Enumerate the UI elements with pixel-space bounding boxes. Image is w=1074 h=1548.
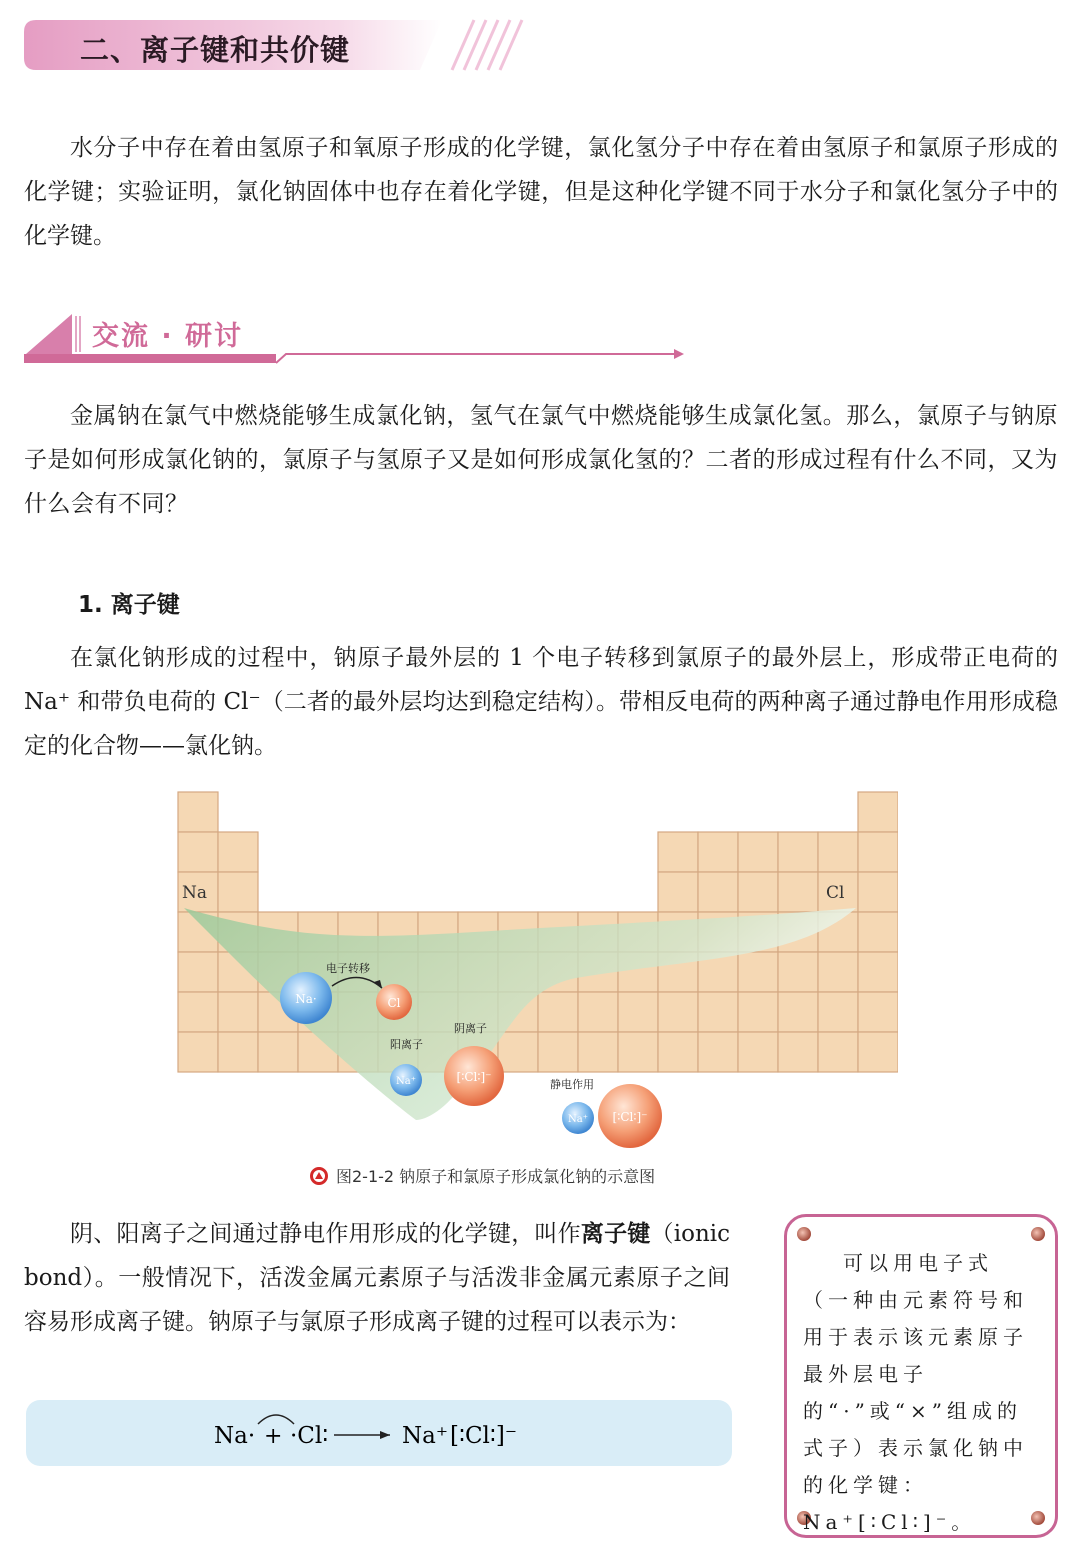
table-cell <box>858 792 898 832</box>
table-cell <box>218 872 258 912</box>
cl-atom-text: Cl <box>387 996 401 1010</box>
ionic-bond-paragraph-1: 在氯化钠形成的过程中，钠原子最外层的 1 个电子转移到氯原子的最外层上，形成带正电荷的 Na⁺ 和带负电荷的 Cl⁻（二者的最外层均达到稳定结构）。带相反电荷的两种离子通过静电作用形成稳定的化合物——氯化钠。 <box>24 645 1058 759</box>
label-na: Na <box>182 883 208 903</box>
section-title: 二、离子键和共价键 <box>80 33 351 67</box>
ionic-bond-paragraph-2 <box>24 1212 730 1344</box>
label-cation: 阳离子 <box>390 1038 423 1051</box>
table-cell <box>858 1032 898 1072</box>
eq-plus: + <box>264 1424 283 1449</box>
ionic-bond-term: 离子键 <box>580 1221 651 1247</box>
table-cell <box>818 952 858 992</box>
table-cell <box>738 1032 778 1072</box>
table-cell <box>258 1032 298 1072</box>
figure-caption <box>310 1164 655 1187</box>
table-cell <box>178 792 218 832</box>
table-cell <box>538 1032 578 1072</box>
na-ion-text: Na⁺ <box>396 1076 416 1087</box>
equation-band <box>26 1400 732 1466</box>
table-cell <box>658 1032 698 1072</box>
eq-cl-atom: ·Cl∶ <box>290 1423 329 1449</box>
compound-cl-text: [∶Cl∶]⁻ <box>612 1110 648 1124</box>
table-cell <box>698 872 738 912</box>
table-cell <box>618 1032 658 1072</box>
table-cell <box>218 1032 258 1072</box>
eq-cl-ion: [∶Cl∶]⁻ <box>450 1423 518 1449</box>
table-cell <box>778 992 818 1032</box>
table-cell <box>858 952 898 992</box>
table-cell <box>858 832 898 872</box>
table-cell <box>818 832 858 872</box>
eq-na-ion: Na⁺ <box>402 1423 448 1449</box>
discussion-title: 交流 · 研讨 <box>92 321 244 352</box>
table-cell <box>778 952 818 992</box>
na-atom-text: Na· <box>295 992 317 1006</box>
table-cell <box>618 992 658 1032</box>
side-note-text: 可以用电子式（一种由元素符号和用于表示该元素原子最外层电子的“·”或“×”组成的式子）表示氯化钠中的化学键：Na⁺[∶Cl∶]⁻。 <box>803 1251 1028 1534</box>
figure-nacl-formation <box>176 790 898 1160</box>
intro-paragraph: 水分子中存在着由氢原子和氧原子形成的化学键，氯化氢分子中存在着由氢原子和氯原子形成的化学键；实验证明，氯化钠固体中也存在着化学键，但是这种化学键不同于水分子和氯化氢分子中的化学键。 <box>24 135 1058 249</box>
table-cell <box>498 1032 538 1072</box>
table-cell <box>858 912 898 952</box>
table-cell <box>738 872 778 912</box>
compound-na-text: Na⁺ <box>568 1114 588 1125</box>
table-cell <box>858 992 898 1032</box>
table-cell <box>778 1032 818 1072</box>
table-cell <box>698 992 738 1032</box>
cl-ion-text: [∶Cl∶]⁻ <box>456 1070 492 1084</box>
table-cell <box>578 1032 618 1072</box>
equation-svg <box>26 1400 732 1466</box>
table-cell <box>218 992 258 1032</box>
eq-electron-arrow <box>258 1415 294 1424</box>
table-cell <box>658 832 698 872</box>
table-cell <box>218 832 258 872</box>
periodic-table-diagram <box>176 790 898 1160</box>
figure-caption-text: 图2-1-2 钠原子和氯原子形成氯化钠的示意图 <box>336 1167 656 1186</box>
table-cell <box>698 832 738 872</box>
table-cell <box>778 872 818 912</box>
caption-icon <box>310 1167 328 1185</box>
label-electrostatic: 静电作用 <box>550 1078 594 1091</box>
ionic-bond-heading: 1. 离子键 <box>78 592 180 618</box>
label-transfer: 电子转移 <box>326 962 370 975</box>
table-cell <box>178 1032 218 1072</box>
table-cell <box>658 992 698 1032</box>
discussion-paragraph: 金属钠在氯气中燃烧能够生成氯化钠，氢气在氯气中燃烧能够生成氯化氢。那么，氯原子与钠原子是如何形成氯化钠的，氯原子与氢原子又是如何形成氯化氢的？二者的形成过程有什么不同，又为什么会有不同？ <box>24 403 1058 517</box>
table-cell <box>738 832 778 872</box>
paragraph-2-pre: 阴、阳离子之间通过静电作用形成的化学键，叫作 <box>70 1221 581 1247</box>
table-cell <box>578 992 618 1032</box>
table-cell <box>858 872 898 912</box>
label-anion: 阴离子 <box>454 1022 487 1035</box>
corner-bolt <box>797 1227 811 1241</box>
table-cell <box>538 992 578 1032</box>
table-cell <box>818 1032 858 1072</box>
table-cell <box>178 992 218 1032</box>
table-cell <box>658 872 698 912</box>
table-cell <box>738 952 778 992</box>
corner-bolt <box>1031 1227 1045 1241</box>
table-cell <box>778 832 818 872</box>
table-cell <box>818 992 858 1032</box>
eq-na: Na· <box>214 1423 256 1449</box>
table-cell <box>178 952 218 992</box>
side-note-box <box>784 1214 1058 1538</box>
table-cell <box>738 992 778 1032</box>
section-header <box>22 18 542 72</box>
table-cell <box>698 1032 738 1072</box>
discussion-header <box>22 306 692 372</box>
table-cell <box>178 832 218 872</box>
paragraph-2-post: （ionic bond）。一般情况下，活泼金属元素原子与活泼非金属元素原子之间容易形成离子键。钠原子与氯原子形成离子键的过程可以表示为： <box>24 1221 731 1335</box>
label-cl: Cl <box>826 883 845 903</box>
